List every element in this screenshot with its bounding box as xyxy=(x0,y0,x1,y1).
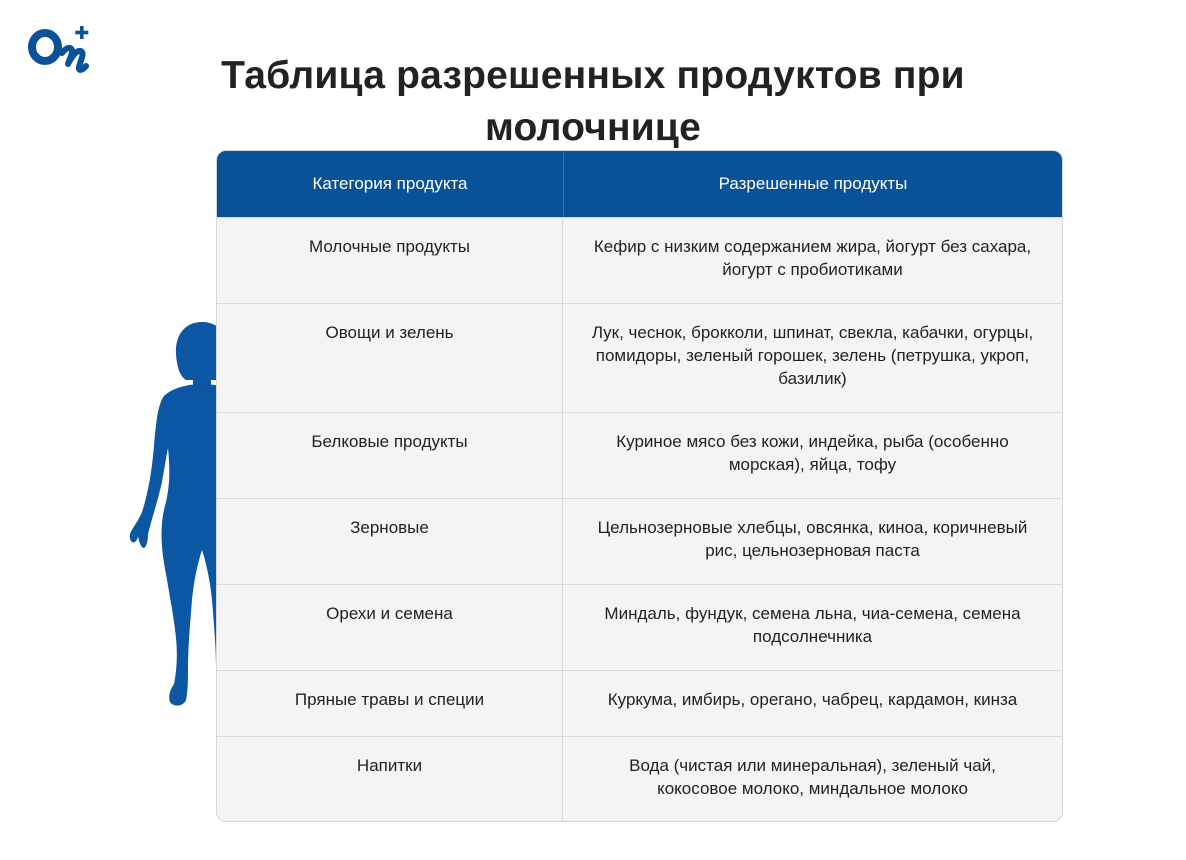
brand-logo-mark xyxy=(26,20,98,84)
row-products: Цельнозерновые хлебцы, овсянка, киноа, коричневый рис, цельнозерновая паста xyxy=(597,518,1028,560)
brand-logo xyxy=(26,20,98,84)
row-category: Молочные продукты xyxy=(217,218,563,303)
table-row xyxy=(217,736,1062,822)
row-category: Белковые продукты xyxy=(217,413,563,498)
row-products: Вода (чистая или минеральная), зеленый чай, кокосовое молоко, миндальное молоко xyxy=(629,756,996,798)
row-products: Куриное мясо без кожи, индейка, рыба (особенно морская), яйца, тофу xyxy=(616,432,1009,474)
row-category: Овощи и зелень xyxy=(217,304,563,412)
table-row xyxy=(217,217,1062,303)
row-category: Зерновые xyxy=(217,499,563,584)
table-row xyxy=(217,584,1062,670)
row-category: Напитки xyxy=(217,737,563,822)
table-header xyxy=(217,151,1062,217)
row-category: Пряные травы и специи xyxy=(217,671,563,736)
products-table xyxy=(216,150,1063,822)
table-row xyxy=(217,412,1062,498)
table-row xyxy=(217,498,1062,584)
row-products: Куркума, имбирь, орегано, чабрец, кардамон, кинза xyxy=(607,690,1018,709)
header-category: Категория продукта xyxy=(217,151,564,217)
header-products: Разрешенные продукты xyxy=(718,174,908,193)
page-title: Таблица разрешенных продуктов при молочнице xyxy=(221,54,965,150)
row-products: Кефир с низким содержанием жира, йогурт без сахара, йогурт с пробиотиками xyxy=(593,237,1032,279)
table-row xyxy=(217,670,1062,736)
row-products: Лук, чеснок, брокколи, шпинат, свекла, кабачки, огурцы, помидоры, зеленый горошек, зелень (петрушка, укроп, базилик) xyxy=(591,323,1034,388)
row-products: Миндаль, фундук, семена льна, чиа-семена, семена подсолнечника xyxy=(604,604,1021,646)
table-row xyxy=(217,303,1062,412)
row-category: Орехи и семена xyxy=(217,585,563,670)
